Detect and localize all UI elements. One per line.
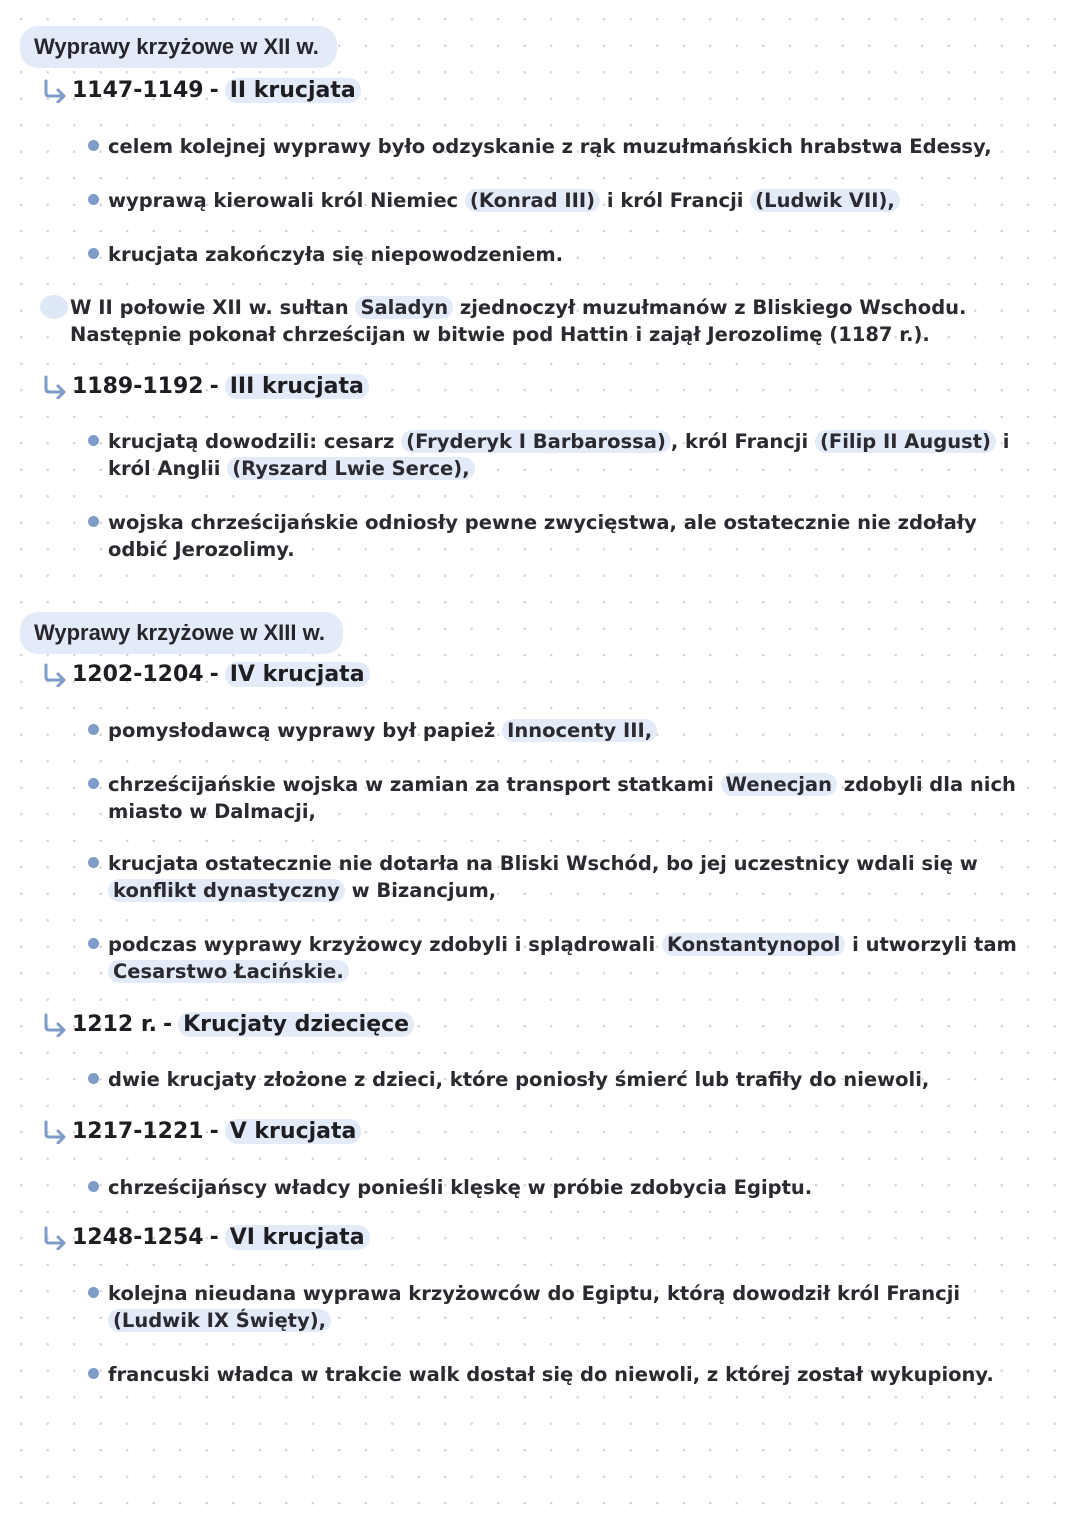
crusade-years: 1147-1149 (72, 78, 204, 103)
list-item: kolejna nieudana wyprawa krzyżowców do Egiptu, którą dowodził król Francji (Ludwik IX Święty), (88, 1280, 1038, 1334)
bullet-icon (88, 857, 99, 868)
bullet-icon (88, 1287, 99, 1298)
list-item: krucjatą dowodzili: cesarz (Fryderyk I Barbarossa) , król Francji (Filip II August) i król Anglii (Ryszard Lwie Serce), (88, 428, 1038, 482)
crusade-4-heading: 1202-1204 - IV krucjata (42, 662, 370, 687)
list-item: wojska chrześcijańskie odniosły pewne zwycięstwa, ale ostatecznie nie zdołały odbić Jerozolimy. (88, 509, 1038, 563)
list-item: podczas wyprawy krzyżowcy zdobyli i splądrowali Konstantynopol i utworzyli tam Cesarstwo Łacińskie. (88, 931, 1038, 985)
list-item: krucjata zakończyła się niepowodzeniem. (88, 241, 1038, 268)
note-paragraph: W II połowie XII w. sułtan Saladyn zjednoczył muzułmanów z Bliskiego Wschodu. Następnie pokonał chrześcijan w bitwie pod Hattin i zajął Jerozolimę (1187 r.). (70, 296, 967, 346)
crusade-name: II krucjata (225, 78, 361, 103)
list-item: chrześcijańskie wojska w zamian za transport statkami Wenecjan zdobyli dla nich miasto w Dalmacji, (88, 771, 1038, 825)
crusade-2-heading: 1147-1149 - II krucjata (42, 78, 361, 103)
crusade-years: 1212 r. (72, 1012, 157, 1037)
bullet-icon (88, 248, 99, 259)
list-item: wyprawą kierowali król Niemiec (Konrad III) i król Francji (Ludwik VII), (88, 187, 1038, 214)
crusade-3-heading: 1189-1192 - III krucjata (42, 374, 369, 399)
bullet-icon (88, 435, 99, 446)
crusade-6-heading: 1248-1254 - VI krucjata (42, 1225, 370, 1250)
list-item: pomysłodawcą wyprawy był papież Innocenty III, (88, 717, 1038, 744)
list-item: chrześcijańscy władcy ponieśli klęskę w próbie zdobycia Egiptu. (88, 1174, 1038, 1201)
arrow-icon (42, 663, 68, 687)
list-item: francuski władca w trakcie walk dostał się do niewoli, z której został wykupiony. (88, 1361, 1038, 1388)
list-item: dwie krucjaty złożone z dzieci, które poniosły śmierć lub trafiły do niewoli, (88, 1066, 1038, 1093)
arrow-icon (42, 375, 68, 399)
crusade-years: 1248-1254 (72, 1225, 204, 1250)
bullet-icon (88, 1181, 99, 1192)
list-item: celem kolejnej wyprawy było odzyskanie z rąk muzułmańskich hrabstwa Edessy, (88, 133, 1038, 160)
section-title-xii: Wyprawy krzyżowe w XII w. (20, 26, 337, 68)
bullet-icon (88, 194, 99, 205)
arrow-icon (42, 1120, 68, 1144)
bullet-icon (88, 140, 99, 151)
list-item: krucjata ostatecznie nie dotarła na Bliski Wschód, bo jej uczestnicy wdali się w konflikt dynastyczny w Bizancjum, (88, 850, 1038, 904)
crusade-name: VI krucjata (225, 1225, 370, 1250)
crusade-name: III krucjata (225, 374, 369, 399)
section-title-xiii: Wyprawy krzyżowe w XIII w. (20, 612, 343, 654)
crusade-years: 1217-1221 (72, 1119, 204, 1144)
crusade-name: IV krucjata (225, 662, 370, 687)
crusade-name: V krucjata (225, 1119, 362, 1144)
crusade-name: Krucjaty dziecięce (178, 1012, 414, 1037)
crusade-5-heading: 1217-1221 - V krucjata (42, 1119, 361, 1144)
arrow-icon (42, 1226, 68, 1250)
crusade-years: 1189-1192 (72, 374, 204, 399)
children-crusade-heading: 1212 r. - Krucjaty dziecięce (42, 1012, 414, 1037)
crusade-years: 1202-1204 (72, 662, 204, 687)
arrow-icon (42, 1013, 68, 1037)
bullet-icon (88, 778, 99, 789)
arrow-icon (42, 79, 68, 103)
bullet-icon (88, 1368, 99, 1379)
bullet-icon (88, 1073, 99, 1084)
bullet-icon (88, 938, 99, 949)
note-marker-icon (40, 295, 68, 319)
bullet-icon (88, 724, 99, 735)
bullet-icon (88, 516, 99, 527)
